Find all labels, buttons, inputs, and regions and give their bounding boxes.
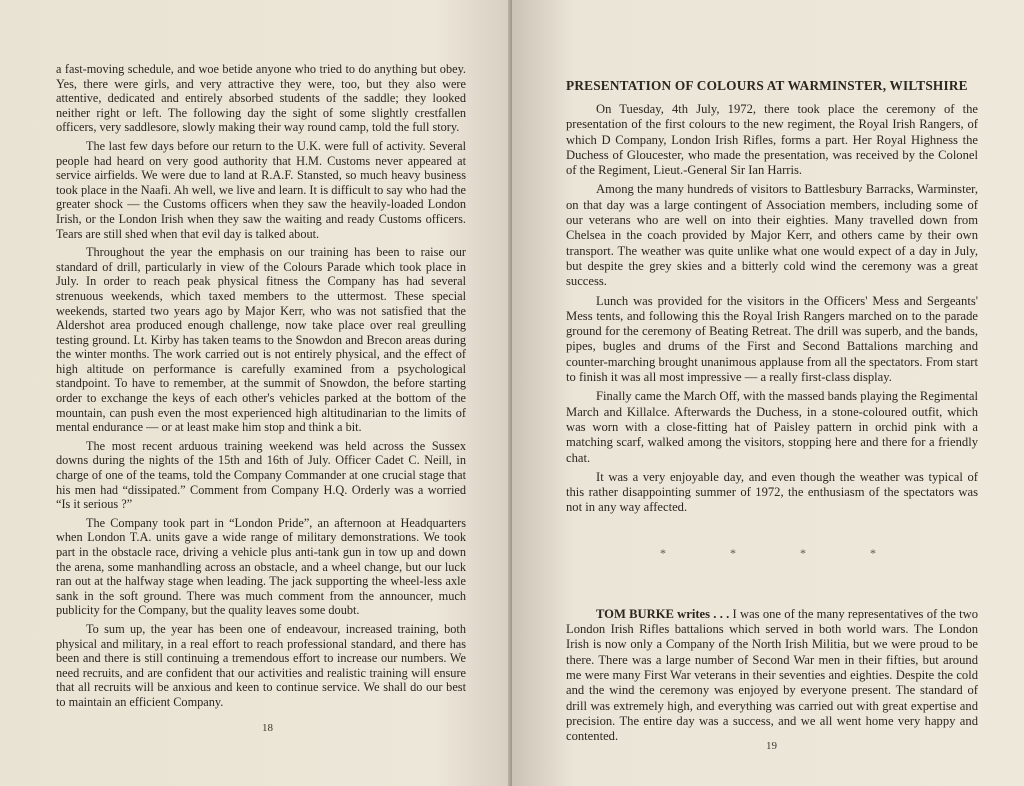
paragraph: Among the many hundreds of visitors to Battlesbury Barracks, Warminster, on that day was a large contingent of Association members, including some of our veterans who are well on into their eighties. Many travelled down from Chelsea in the coach provided by Major Kerr, and others came by their own transport. The weather was quite unlike what one would expect of a day in July, but despite the grey skies and a bitterly cold wind the ceremony was a great success. xyxy=(566,182,978,289)
section-divider xyxy=(660,546,876,561)
tom-burke-paragraph xyxy=(566,607,978,745)
paragraph: On Tuesday, 4th July, 1972, there took place the ceremony of the presentation of the first colours to the new regiment, the Royal Irish Rangers, of which D Company, London Irish Rifles, forms a part. Her Royal Highness the Duchess of Gloucester, who made the presentation, was received by the Colonel of the Regiment, Lieut.-General Sir Ian Harris. xyxy=(566,102,978,178)
paragraph: The most recent arduous training weekend was held across the Sussex downs during the nights of the 15th and 16th of July. Officer Cadet C. Neill, in charge of one of the teams, told the Company Commander at one crucial stage that his men had “dissipated.” Comment from Company H.Q. Orderly was a worried “Is it serious ?” xyxy=(56,438,466,512)
right-column xyxy=(566,78,978,744)
tom-burke-text: I was one of the many representatives of the two London Irish Rifles battalions which served in both world wars. The London Irish is now only a Company of the North Irish Militia, but we were proud to be there. There was a large number of Second War men in their fifties, but around me were many First War veterans in their seventies and eighties. Despite the cold and the wind the ceremony was enjoyed by everyone present. The standard of drill was extremely high, and everything was carried out with great expertise and precision. The entire day was a success, and we all went home very happy and contented. xyxy=(566,606,978,744)
paragraph: Lunch was provided for the visitors in the Officers' Mess and Sergeants' Mess tents, and following this the Royal Irish Rangers marched on to the parade ground for the ceremony of Beating Retreat. The drill was superb, and the bands, pipes, bugles and drums of the First and Second Battalions marching and counter-marching brought unanimous applause from all the spectators. From start to finish it was all most impressive — a really first-class display. xyxy=(566,293,978,385)
paragraph: It was a very enjoyable day, and even though the weather was typical of this rather disappointing summer of 1972, the enthusiasm of the spectators was not in any way affected. xyxy=(566,469,978,515)
star-separator: * xyxy=(800,545,806,560)
paragraph: Throughout the year the emphasis on our training has been to raise our standard of drill, particularly in view of the Colours Parade which took place in July. In order to reach peak physical fitness the Company has had several strenuous weekends, which taxed members to the uttermost. These special weekends, started two years ago by Major Kerr, who was not satisfied that the Aldershot area produced enough challenge, now take place over real greulling testing ground. Lt. Kirby has taken teams to the Snowdon and Brecon areas during the winter months. The work carried out is not entirely physical, and the effect of high altitude on performance is carefully examined from a psychological standpoint. To have to remember, at the summit of Snowdon, the before starting order to exchange the keys of each other's vehicles parked at the bottom of the mountain, can push even the most experienced high altitudinarian to the limits of mental endurance — or at least make him stop and think a bit. xyxy=(56,245,466,435)
paragraph: The last few days before our return to the U.K. were full of activity. Several people had heard on very good authority that H.M. Customs never appeared at service airfields. We were due to land at R.A.F. Stansted, so much heavy business took place in the Naafi. Ah well, we live and learn. It is difficult to say who had the greater shock — the Customs officers when they saw the heavily-loaded London Irish, or the London Irish when they saw the waiting and ready Customs officers. Tears are still shed when that evil day is talked about. xyxy=(56,138,466,241)
page-number: 19 xyxy=(766,740,777,752)
paragraph: To sum up, the year has been one of endeavour, increased training, both physical and military, in a real effort to reach professional standard, and there has been and there is still continuing a tremendous effort to increase our numbers. We need recruits, and are confident that our activities and realistic training will ensure that all recruits will be anxious and keen to continue service. We shall do our best to maintain an efficient Company. xyxy=(56,621,466,709)
left-column xyxy=(56,62,466,710)
page-number: 18 xyxy=(262,722,273,734)
star-separator: * xyxy=(730,545,736,560)
paragraph: Finally came the March Off, with the massed bands playing the Regimental March and Killalce. Afterwards the Duchess, in a stone-coloured outfit, which was worn with a close-fitting hat of Paisley pattern in orchid pink with a matching scarf, walked among the visitors, stopping here and there for a friendly chat. xyxy=(566,389,978,465)
author-byline: TOM BURKE writes . . . xyxy=(596,606,730,621)
right-page xyxy=(512,0,1024,786)
paragraph: The Company took part in “London Pride”, an afternoon at Headquarters when London T.A. units gave a wide range of military demonstrations. We took part in the obstacle race, driving a vehicle plus anti-tank gun in tow up and down the arena, some manhandling across an obstacle, and a wheel change, but our luck ran out at the halfway stage when leading. The jack supporting the wheel-less axle sank in the soft ground. There was much comment from the announcer, much publicity for the Company, but the quality leaves some doubt. xyxy=(56,515,466,618)
paragraph: a fast-moving schedule, and woe betide anyone who tried to do anything but obey. Yes, there were girls, and very attractive they were, too, but they also were attentive, dedicated and entirely absorbed students of the saddle; they looked neither right or left. The following day the sight of some slightly crestfallen officers, very saddlesore, slowly making their way round camp, told the full story. xyxy=(56,62,466,135)
star-separator: * xyxy=(870,545,876,560)
star-separator: * xyxy=(660,545,666,560)
article-title: PRESENTATION OF COLOURS AT WARMINSTER, WILTSHIRE xyxy=(566,78,968,93)
